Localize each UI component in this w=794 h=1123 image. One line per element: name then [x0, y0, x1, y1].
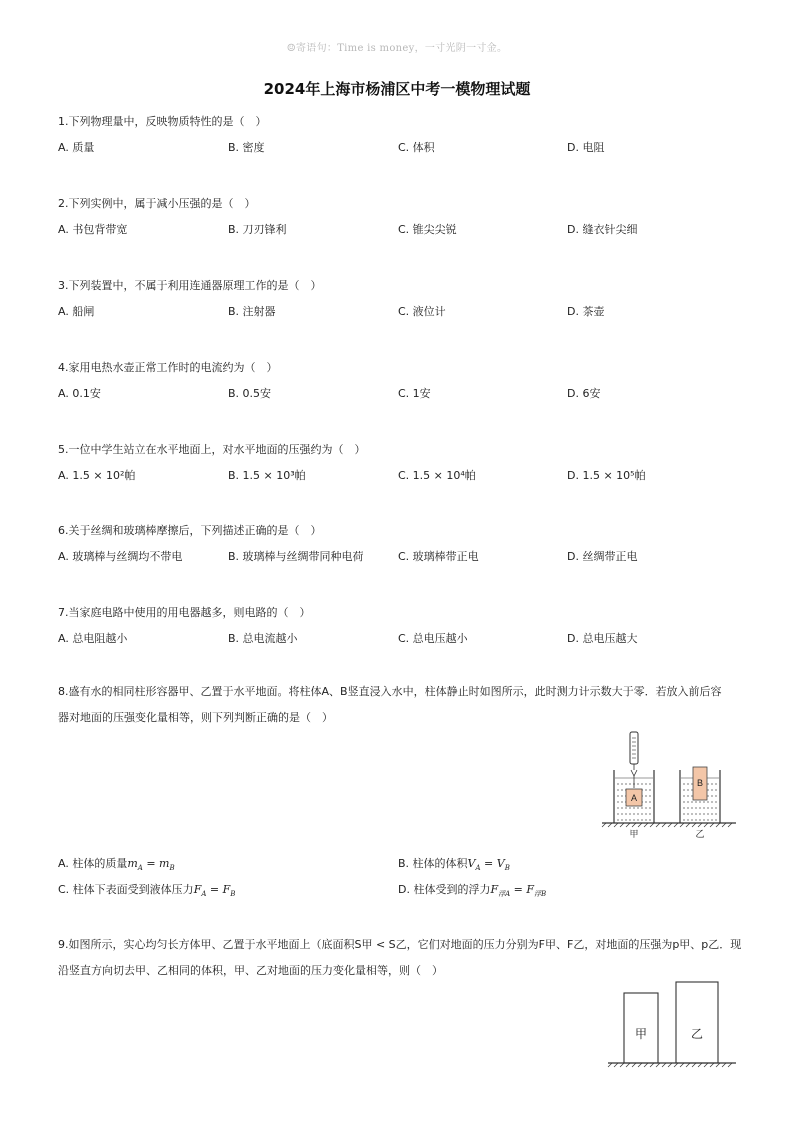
label-yi: 乙 [695, 830, 705, 840]
q9-figure [600, 978, 740, 1073]
q8-stem-line1: 8.盛有水的相同柱形容器甲、乙置于水平地面。将柱体A、B竖直浸入水中，柱体静止时如图所示，此时测力计示数大于零．若放入前后容 [58, 685, 722, 698]
q5-option-c[interactable]: C. 1.5 × 10⁴帕 [398, 469, 476, 482]
block-yi-label: 乙 [690, 1027, 704, 1041]
q9-stem-line2: 沿竖直方向切去甲、乙相同的体积，甲、乙对地面的压力变化量相等，则（ ） [58, 964, 443, 977]
q8-option-a-formula: $m_A = m_B$ [127, 857, 175, 873]
q1-stem: 1.下列物理量中，反映物质特性的是（ ） [58, 115, 267, 128]
q5-option-a[interactable]: A. 1.5 × 10²帕 [58, 469, 136, 482]
container-yi [680, 767, 720, 823]
q1-option-d[interactable]: D. 电阻 [567, 141, 605, 154]
q8-stem-line2: 器对地面的压强变化量相等，则下列判断正确的是（ ） [58, 711, 333, 724]
label-jia: 甲 [629, 830, 639, 840]
q6-stem: 6.关于丝绸和玻璃棒摩擦后，下列描述正确的是（ ） [58, 524, 322, 537]
q2-stem: 2.下列实例中，属于减小压强的是（ ） [58, 197, 256, 210]
q7-option-a[interactable]: A. 总电阻越小 [58, 632, 128, 645]
q7-option-b[interactable]: B. 总电流越小 [228, 632, 298, 645]
q6-option-d[interactable]: D. 丝绸带正电 [567, 550, 638, 563]
q5-option-b[interactable]: B. 1.5 × 10³帕 [228, 469, 306, 482]
q1-option-b[interactable]: B. 密度 [228, 141, 265, 154]
q7-stem: 7.当家庭电路中使用的用电器越多，则电路的（ ） [58, 606, 311, 619]
q8-option-a[interactable]: A. 柱体的质量$m_A = m_B$ [58, 857, 175, 873]
q3-stem: 3.下列装置中，不属于利用连通器原理工作的是（ ） [58, 279, 322, 292]
q9-stem-line1: 9.如图所示，实心均匀长方体甲、乙置于水平地面上（底面积S甲 < S乙，它们对地面的压力分别为F甲、F乙，对地面的压强为p甲、p乙．现 [58, 938, 742, 951]
q5-stem: 5.一位中学生站立在水平地面上，对水平地面的压强约为（ ） [58, 443, 366, 456]
q8-option-c-formula: $F_A = F_B$ [193, 883, 236, 899]
q5-option-d[interactable]: D. 1.5 × 10⁵帕 [567, 469, 646, 482]
cylinder-b-label: B [696, 778, 704, 788]
q8-options [58, 855, 738, 899]
q2-option-c[interactable]: C. 锥尖尖锐 [398, 223, 457, 236]
container-jia [614, 732, 654, 823]
cylinder-a-label: A [630, 793, 638, 803]
q3-options [58, 303, 738, 319]
q2-option-d[interactable]: D. 缝衣针尖细 [567, 223, 638, 236]
q3-option-a[interactable]: A. 船闸 [58, 305, 95, 318]
q2-option-a[interactable]: A. 书包背带宽 [58, 223, 128, 236]
q7-option-c[interactable]: C. 总电压越小 [398, 632, 468, 645]
q7-options [58, 630, 738, 646]
q3-option-d[interactable]: D. 茶壶 [567, 305, 605, 318]
motto: ☺寄语句：Time is money，一寸光阴一寸金。 [286, 43, 508, 54]
q4-option-a[interactable]: A. 0.1安 [58, 387, 101, 400]
q8-figure [600, 730, 740, 842]
page-title: 2024年上海市杨浦区中考一模物理试题 [263, 80, 531, 98]
spring-scale [630, 732, 638, 764]
q4-option-b[interactable]: B. 0.5安 [228, 387, 272, 400]
q6-option-b[interactable]: B. 玻璃棒与丝绸带同种电荷 [228, 550, 364, 563]
q8-option-c[interactable]: C. 柱体下表面受到液体压力$F_A = F_B$ [58, 883, 236, 899]
block-jia-label: 甲 [634, 1027, 648, 1041]
q6-options [58, 548, 738, 564]
q4-options [58, 385, 738, 401]
q6-option-a[interactable]: A. 玻璃棒与丝绸均不带电 [58, 550, 183, 563]
q8-option-d-formula: $F_{浮A} = F_{浮B}$ [490, 883, 547, 899]
q5-options [58, 467, 738, 483]
q8-option-d[interactable]: D. 柱体受到的浮力$F_{浮A} = F_{浮B}$ [398, 883, 547, 899]
q8-option-b-formula: $V_A = V_B$ [467, 857, 510, 873]
q9-stem [58, 932, 748, 984]
q3-option-b[interactable]: B. 注射器 [228, 305, 276, 318]
q1-option-c[interactable]: C. 体积 [398, 141, 435, 154]
q8-option-b[interactable]: B. 柱体的体积$V_A = V_B$ [398, 857, 510, 873]
q7-option-d[interactable]: D. 总电压越大 [567, 632, 638, 645]
q6-option-c[interactable]: C. 玻璃棒带正电 [398, 550, 479, 563]
q3-option-c[interactable]: C. 液位计 [398, 305, 446, 318]
block-yi [676, 982, 718, 1063]
q8-stem [58, 679, 748, 731]
q1-options [58, 139, 738, 155]
q1-option-a[interactable]: A. 质量 [58, 141, 95, 154]
q2-option-b[interactable]: B. 刀刃锋利 [228, 223, 287, 236]
q4-stem: 4.家用电热水壶正常工作时的电流约为（ ） [58, 361, 278, 374]
q4-option-d[interactable]: D. 6安 [567, 387, 601, 400]
q4-option-c[interactable]: C. 1安 [398, 387, 431, 400]
q2-options [58, 221, 738, 237]
